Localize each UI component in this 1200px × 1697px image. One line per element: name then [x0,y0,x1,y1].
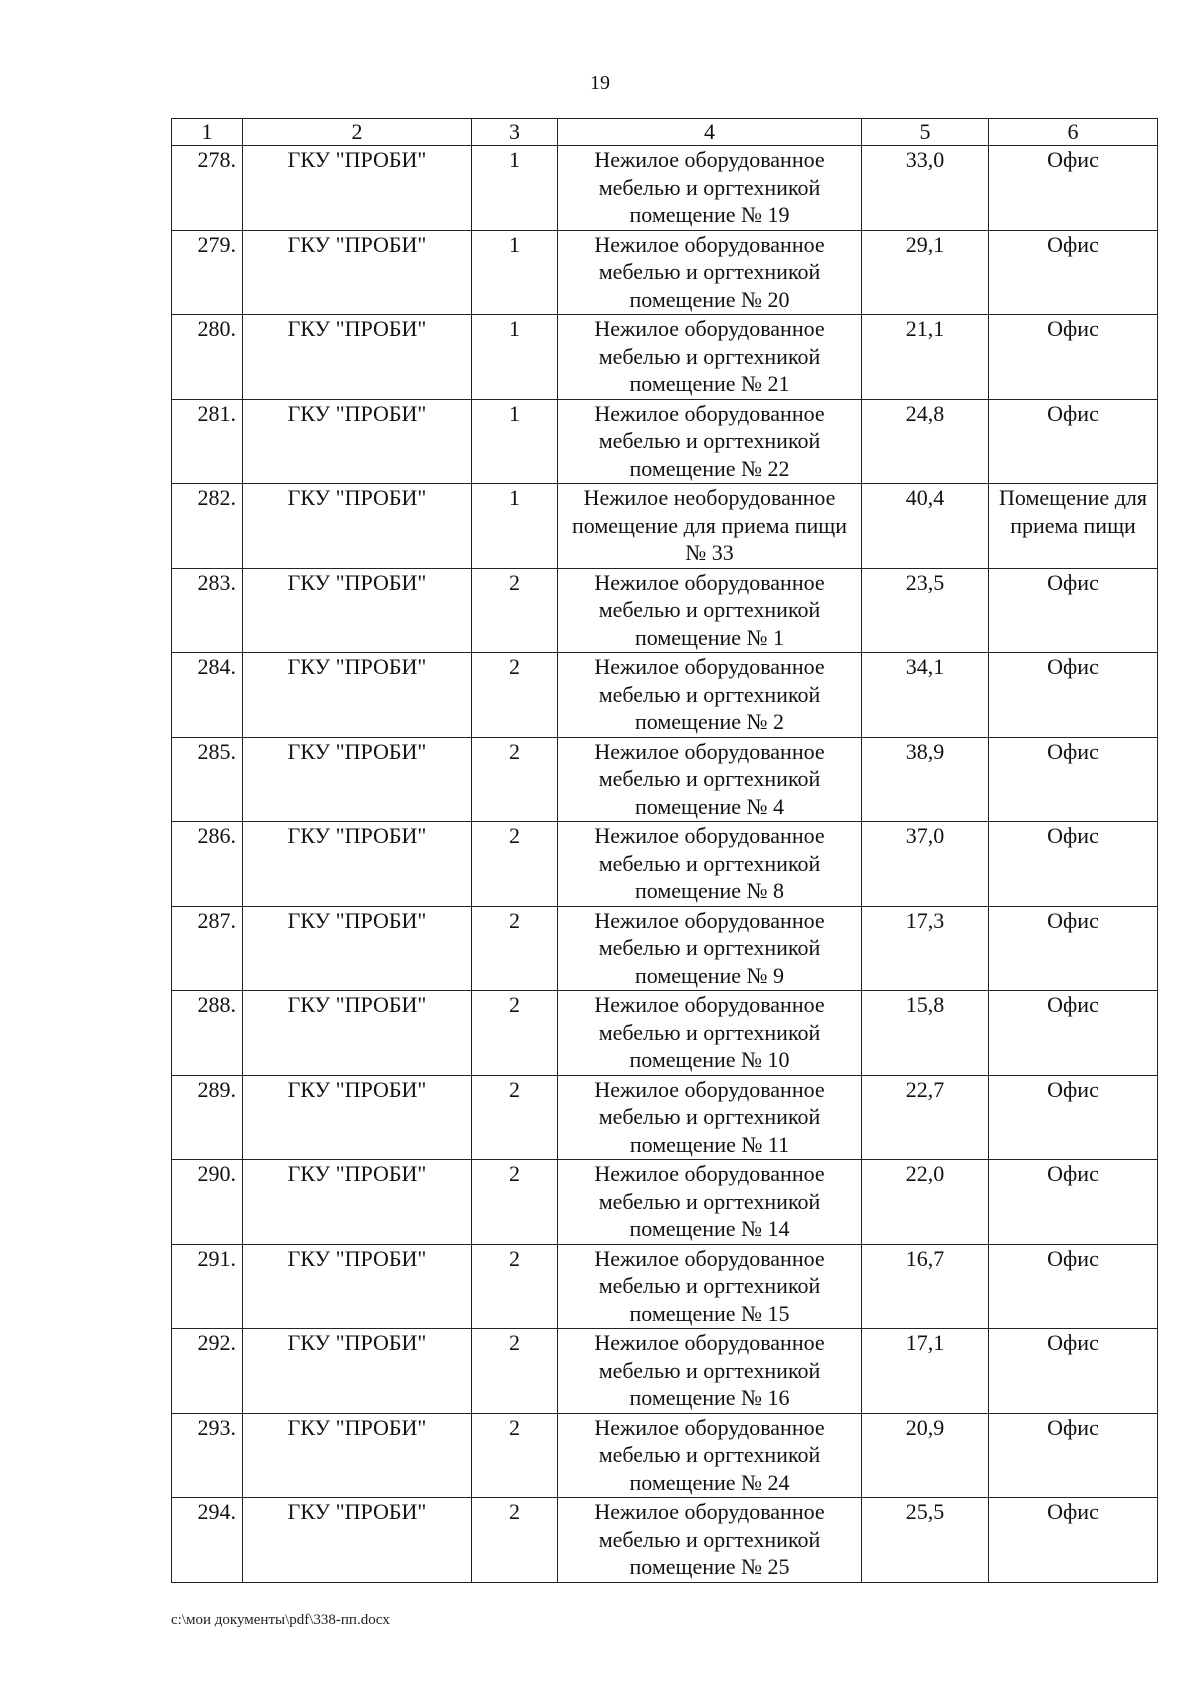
column-header-4: 4 [558,119,862,146]
row-number-cell: 290. [172,1160,243,1245]
organization-cell: ГКУ "ПРОБИ" [243,991,472,1076]
column-header-2: 2 [243,119,472,146]
column-header-1: 1 [172,119,243,146]
area-cell: 29,1 [862,230,989,315]
row-number-cell: 279. [172,230,243,315]
purpose-cell: Офис [989,230,1158,315]
floor-cell: 1 [472,230,558,315]
area-cell: 22,7 [862,1075,989,1160]
organization-cell: ГКУ "ПРОБИ" [243,1244,472,1329]
area-cell: 22,0 [862,1160,989,1245]
table-row [172,1498,1158,1583]
table-row [172,653,1158,738]
row-number-cell: 288. [172,991,243,1076]
description-cell: Нежилое оборудованное мебелью и оргтехникой помещение № 16 [558,1329,862,1414]
row-number-cell: 286. [172,822,243,907]
area-cell: 25,5 [862,1498,989,1583]
organization-cell: ГКУ "ПРОБИ" [243,399,472,484]
floor-cell: 2 [472,991,558,1076]
row-number-cell: 282. [172,484,243,569]
table-row [172,1075,1158,1160]
floor-cell: 1 [472,484,558,569]
table-row [172,1160,1158,1245]
table-row [172,399,1158,484]
table-row [172,230,1158,315]
table-body [172,146,1158,1583]
description-cell: Нежилое необорудованное помещение для приема пищи № 33 [558,484,862,569]
area-cell: 15,8 [862,991,989,1076]
purpose-cell: Офис [989,399,1158,484]
area-cell: 38,9 [862,737,989,822]
purpose-cell: Офис [989,822,1158,907]
area-cell: 21,1 [862,315,989,400]
description-cell: Нежилое оборудованное мебелью и оргтехникой помещение № 21 [558,315,862,400]
description-cell: Нежилое оборудованное мебелью и оргтехникой помещение № 9 [558,906,862,991]
page-number: 19 [590,72,610,94]
table-row [172,991,1158,1076]
purpose-cell: Офис [989,146,1158,231]
area-cell: 17,1 [862,1329,989,1414]
purpose-cell: Офис [989,737,1158,822]
floor-cell: 2 [472,1413,558,1498]
area-cell: 33,0 [862,146,989,231]
row-number-cell: 291. [172,1244,243,1329]
organization-cell: ГКУ "ПРОБИ" [243,484,472,569]
row-number-cell: 289. [172,1075,243,1160]
purpose-cell: Офис [989,1498,1158,1583]
floor-cell: 2 [472,906,558,991]
floor-cell: 2 [472,737,558,822]
description-cell: Нежилое оборудованное мебелью и оргтехникой помещение № 8 [558,822,862,907]
floor-cell: 1 [472,399,558,484]
floor-cell: 1 [472,315,558,400]
row-number-cell: 278. [172,146,243,231]
floor-cell: 2 [472,822,558,907]
table-row [172,315,1158,400]
floor-cell: 2 [472,653,558,738]
floor-cell: 1 [472,146,558,231]
organization-cell: ГКУ "ПРОБИ" [243,1075,472,1160]
row-number-cell: 285. [172,737,243,822]
purpose-cell: Офис [989,991,1158,1076]
row-number-cell: 294. [172,1498,243,1583]
column-header-6: 6 [989,119,1158,146]
organization-cell: ГКУ "ПРОБИ" [243,1413,472,1498]
table-row [172,1413,1158,1498]
area-cell: 16,7 [862,1244,989,1329]
description-cell: Нежилое оборудованное мебелью и оргтехникой помещение № 4 [558,737,862,822]
organization-cell: ГКУ "ПРОБИ" [243,568,472,653]
organization-cell: ГКУ "ПРОБИ" [243,1498,472,1583]
description-cell: Нежилое оборудованное мебелью и оргтехникой помещение № 15 [558,1244,862,1329]
table-row [172,568,1158,653]
row-number-cell: 292. [172,1329,243,1414]
area-cell: 40,4 [862,484,989,569]
description-cell: Нежилое оборудованное мебелью и оргтехникой помещение № 2 [558,653,862,738]
purpose-cell: Офис [989,315,1158,400]
floor-cell: 2 [472,1244,558,1329]
row-number-cell: 283. [172,568,243,653]
purpose-cell: Офис [989,1075,1158,1160]
description-cell: Нежилое оборудованное мебелью и оргтехникой помещение № 11 [558,1075,862,1160]
organization-cell: ГКУ "ПРОБИ" [243,1160,472,1245]
area-cell: 17,3 [862,906,989,991]
row-number-cell: 287. [172,906,243,991]
table-row [172,484,1158,569]
organization-cell: ГКУ "ПРОБИ" [243,906,472,991]
table-row [172,1329,1158,1414]
table-row [172,737,1158,822]
purpose-cell: Офис [989,1329,1158,1414]
column-header-5: 5 [862,119,989,146]
organization-cell: ГКУ "ПРОБИ" [243,146,472,231]
description-cell: Нежилое оборудованное мебелью и оргтехникой помещение № 10 [558,991,862,1076]
description-cell: Нежилое оборудованное мебелью и оргтехникой помещение № 1 [558,568,862,653]
table-row [172,906,1158,991]
description-cell: Нежилое оборудованное мебелью и оргтехникой помещение № 19 [558,146,862,231]
purpose-cell: Помещение для приема пищи [989,484,1158,569]
organization-cell: ГКУ "ПРОБИ" [243,737,472,822]
purpose-cell: Офис [989,653,1158,738]
floor-cell: 2 [472,1498,558,1583]
description-cell: Нежилое оборудованное мебелью и оргтехникой помещение № 14 [558,1160,862,1245]
description-cell: Нежилое оборудованное мебелью и оргтехникой помещение № 24 [558,1413,862,1498]
description-cell: Нежилое оборудованное мебелью и оргтехникой помещение № 22 [558,399,862,484]
purpose-cell: Офис [989,1413,1158,1498]
purpose-cell: Офис [989,906,1158,991]
floor-cell: 2 [472,1329,558,1414]
organization-cell: ГКУ "ПРОБИ" [243,230,472,315]
purpose-cell: Офис [989,1244,1158,1329]
organization-cell: ГКУ "ПРОБИ" [243,315,472,400]
purpose-cell: Офис [989,568,1158,653]
row-number-cell: 284. [172,653,243,738]
floor-cell: 2 [472,568,558,653]
organization-cell: ГКУ "ПРОБИ" [243,653,472,738]
floor-cell: 2 [472,1160,558,1245]
area-cell: 20,9 [862,1413,989,1498]
area-cell: 23,5 [862,568,989,653]
footer-file-path: c:\мои документы\pdf\338-пп.docx [171,1612,390,1628]
property-table [171,118,1158,1583]
column-header-3: 3 [472,119,558,146]
row-number-cell: 293. [172,1413,243,1498]
table-row [172,146,1158,231]
row-number-cell: 280. [172,315,243,400]
row-number-cell: 281. [172,399,243,484]
floor-cell: 2 [472,1075,558,1160]
area-cell: 37,0 [862,822,989,907]
organization-cell: ГКУ "ПРОБИ" [243,822,472,907]
table-row [172,822,1158,907]
area-cell: 34,1 [862,653,989,738]
table-header-row [172,119,1158,146]
description-cell: Нежилое оборудованное мебелью и оргтехникой помещение № 25 [558,1498,862,1583]
purpose-cell: Офис [989,1160,1158,1245]
area-cell: 24,8 [862,399,989,484]
organization-cell: ГКУ "ПРОБИ" [243,1329,472,1414]
description-cell: Нежилое оборудованное мебелью и оргтехникой помещение № 20 [558,230,862,315]
table-row [172,1244,1158,1329]
